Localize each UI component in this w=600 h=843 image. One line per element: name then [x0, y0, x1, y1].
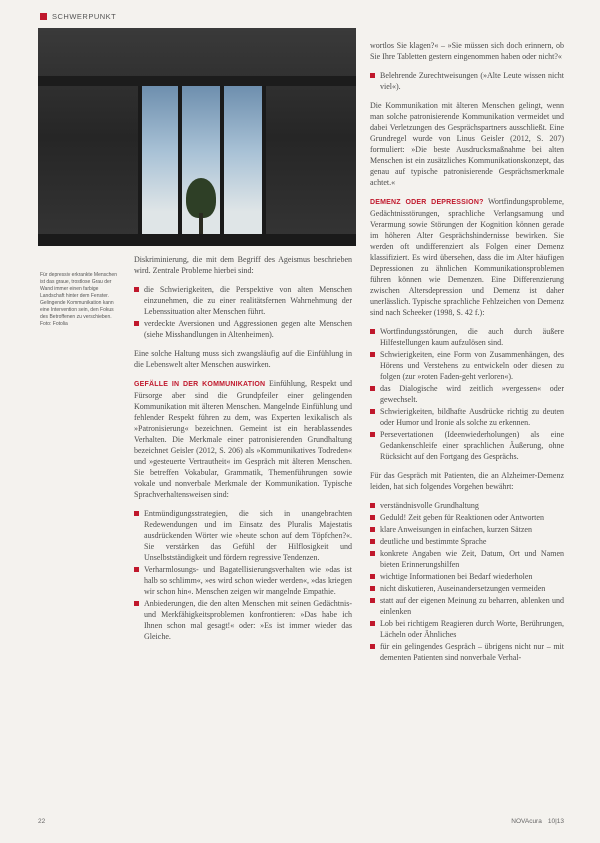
list-item: deutliche und bestimmte Sprache	[370, 536, 564, 547]
photo-floor	[38, 234, 356, 246]
paragraph: wortlos Sie klagen?« – »Sie müssen sich doch erinnern, ob Sie Ihre Tabletten gestern eingenommen haben oder nicht?«	[370, 41, 564, 61]
paragraph: Die Kommunikation mit älteren Menschen gelingt, wenn man solche patronisierende Kommunikation vermeidet und dabei Verletzungen des Gesprächspartners ausschließt. Eine Grundregel wurde von Linus Geisler (2012, S. 207) formuliert: »Die beste Ausdrucksmaßnahme bei alten Menschen ist ein zusätzliches Kommunikationskonzept, das genau auf typische patronisierende Gesprächsmerkmale achtet.«	[370, 101, 564, 187]
paragraph-text: Einfühlung, Respekt und Fürsorge aber sind die Grundpfeiler einer gelingenden Kommunikation mit älteren Menschen. Mangelnde Einfühlung und fehlender Respekt führen zu dem, was Experten lexikalisch als »Patronisierung« bezeichnen. Gemeint ist ein herablassendes Verhalten. Die Merkmale einer patronisierenden Grundhaltung bezeichnet Geisler (2012, S. 206) als »Kommunikatives Todreden« und »gesteuerte Vertrautheit« im Gespräch mit älteren Menschen. Sie betreffen Vokabular, Grammatik, Themenführungen sowie vokale und nonverbale Merkmale der Kommunikation. Typische Sprachverhaltensweisen sind:	[134, 379, 352, 499]
subheading: GEFÄLLE IN DER KOMMUNIKATION	[134, 381, 266, 388]
paragraph-text: Wortfindungsprobleme, Gedächtnisstörungen, sprachliche Verlangsamung und Verarmung sowie Störungen der Kognition können gerade im höheren Alter Gesprächshindernisse bewirken. Sie werden oft undifferenziert als Folgen einer Demenz klassifiziert. Es wird übersehen, dass die im Alter häufigen Depressionen zu ähnlichen Kommunikationsproblemen führen können wie Demenzen. Eine Differenzierung zwischen Altersdepression und Demenz ist daher unerlässlich. Typische sprachliche Fehlzeichen von Demenz sind nach Scheeker (1998, S. 42 f.):	[370, 197, 564, 317]
photo-mullion	[262, 86, 266, 246]
list-item: Anbiederungen, die den alten Menschen mit seinen Gedächtnis- und Merkfähigkeitsproblemen konfrontieren: »Das habe ich Ihnen schon mal gesagt!« oder: »Es ist immer wieder das Gleiche.	[134, 598, 352, 642]
photo-tree	[186, 178, 216, 218]
list-item: nicht diskutieren, Auseinandersetzungen vermeiden	[370, 583, 564, 594]
door-window-photo	[38, 28, 356, 246]
section-title: SCHWERPUNKT	[52, 12, 117, 21]
photo-rail	[38, 76, 356, 86]
list-item: Belehrende Zurechtweisungen (»Alte Leute wissen nicht viel«).	[370, 70, 564, 92]
list-item: Schwierigkeiten, bildhafte Ausdrücke richtig zu deuten oder Humor und Ironie als solche zu erkennen.	[370, 406, 564, 428]
paragraph	[134, 378, 352, 500]
bullet-list	[370, 326, 564, 462]
photo-mullion	[220, 86, 224, 246]
paragraph: Eine solche Haltung muss sich zwangsläufig auf die Einfühlung in die Lebenswelt alter Menschen auswirken.	[134, 349, 352, 369]
footer-publication	[511, 818, 564, 825]
list-item: Geduld! Zeit geben für Reaktionen oder Antworten	[370, 512, 564, 523]
list-item: verdeckte Aversionen und Aggressionen gegen alte Menschen (siehe Misshandlungen in Altenheimen).	[134, 318, 352, 340]
list-item: Verharmlosungs- und Bagatellisierungsverhalten wie »das ist halb so schlimm«, »es wird schon wieder werden«, »das kriegen wir schon hin«. Menschen zeigen wir mangelnde Empathie.	[134, 564, 352, 597]
list-item: Persevertationen (Ideenwiederholungen) als eine Gedankenschleife einer sprachlichen Äußerung, ohne Rücksicht auf den Fortgang des Gesprächs.	[370, 429, 564, 462]
list-item: die Schwierigkeiten, die Perspektive von alten Menschen einzunehmen, die zu einer realitätsfernen Wahrnehmung der Lebenssituation alter Menschen führt.	[134, 284, 352, 317]
right-column	[370, 40, 564, 671]
section-header	[40, 12, 116, 21]
list-item: Entmündigungsstrategien, die sich in unangebrachten Redewendungen und im Einsatz des Pluralis Majestatis ausdrückenden Wörter wie »heute schon auf dem Töpfchen?«. Sie verstärken das Gefühl der Hilflosigkeit und Unselbstständigkeit und fördern regressive Tendenzen.	[134, 508, 352, 563]
list-item: Wortfindungsstörungen, die auch durch äußere Hilfestellungen kaum aufzulösen sind.	[370, 326, 564, 348]
list-item: das Dialogische wird zeitlich »vergessen« oder gewechselt.	[370, 383, 564, 405]
issue-number: 10|13	[547, 818, 564, 825]
bullet-list	[370, 500, 564, 663]
list-item: klare Anweisungen in einfachen, kurzen Sätzen	[370, 524, 564, 535]
list-item: Schwierigkeiten, eine Form von Zusammenhängen, des Hörens und Verstehens zu entwickeln oder diesen zu folgen (zur »roten Faden-geht verloren«).	[370, 349, 564, 382]
section-marker-icon	[40, 13, 47, 20]
page-number: 22	[38, 818, 46, 825]
photo-caption: Für depressiv erkrankte Menschen ist das graue, trostlose Grau der Wand immer einen farbige Landschaft hinter dem Fenster. Gelingende Kommunikation kann eine Intervention sein, den Fokus des Betroffenen zu verschieben. Foto: Fotolia	[40, 272, 117, 327]
photo-mullion	[178, 86, 182, 246]
middle-column	[134, 254, 352, 650]
paragraph: Für das Gespräch mit Patienten, die an Alzheimer-Demenz leiden, hat sich folgendes Vorgehen bewährt:	[370, 471, 564, 491]
list-item: Lob bei richtigem Reagieren durch Worte, Berührungen, Lächeln oder Ähnliches	[370, 618, 564, 640]
page-footer	[38, 818, 564, 825]
magazine-name: NOVAcura	[511, 818, 542, 825]
list-item: verständnisvolle Grundhaltung	[370, 500, 564, 511]
list-item: für ein gelingendes Gespräch – übrigens nicht nur – mit dementen Patienten sind nonverbale Verhal-	[370, 641, 564, 663]
photo-mullion	[138, 86, 142, 246]
bullet-list	[370, 70, 564, 92]
bullet-list	[134, 508, 352, 642]
list-item: wichtige Informationen bei Bedarf wiederholen	[370, 571, 564, 582]
paragraph	[370, 196, 564, 318]
list-item: konkrete Angaben wie Zeit, Datum, Ort und Namen bieten Erinnerungshilfen	[370, 548, 564, 570]
list-item: statt auf der eigenen Meinung zu beharren, ablenken und einlenken	[370, 595, 564, 617]
subheading: DEMENZ ODER DEPRESSION?	[370, 199, 484, 206]
paragraph: Diskriminierung, die mit dem Begriff des Ageismus beschrieben wird. Zentrale Probleme hierbei sind:	[134, 255, 352, 275]
bullet-list	[134, 284, 352, 340]
